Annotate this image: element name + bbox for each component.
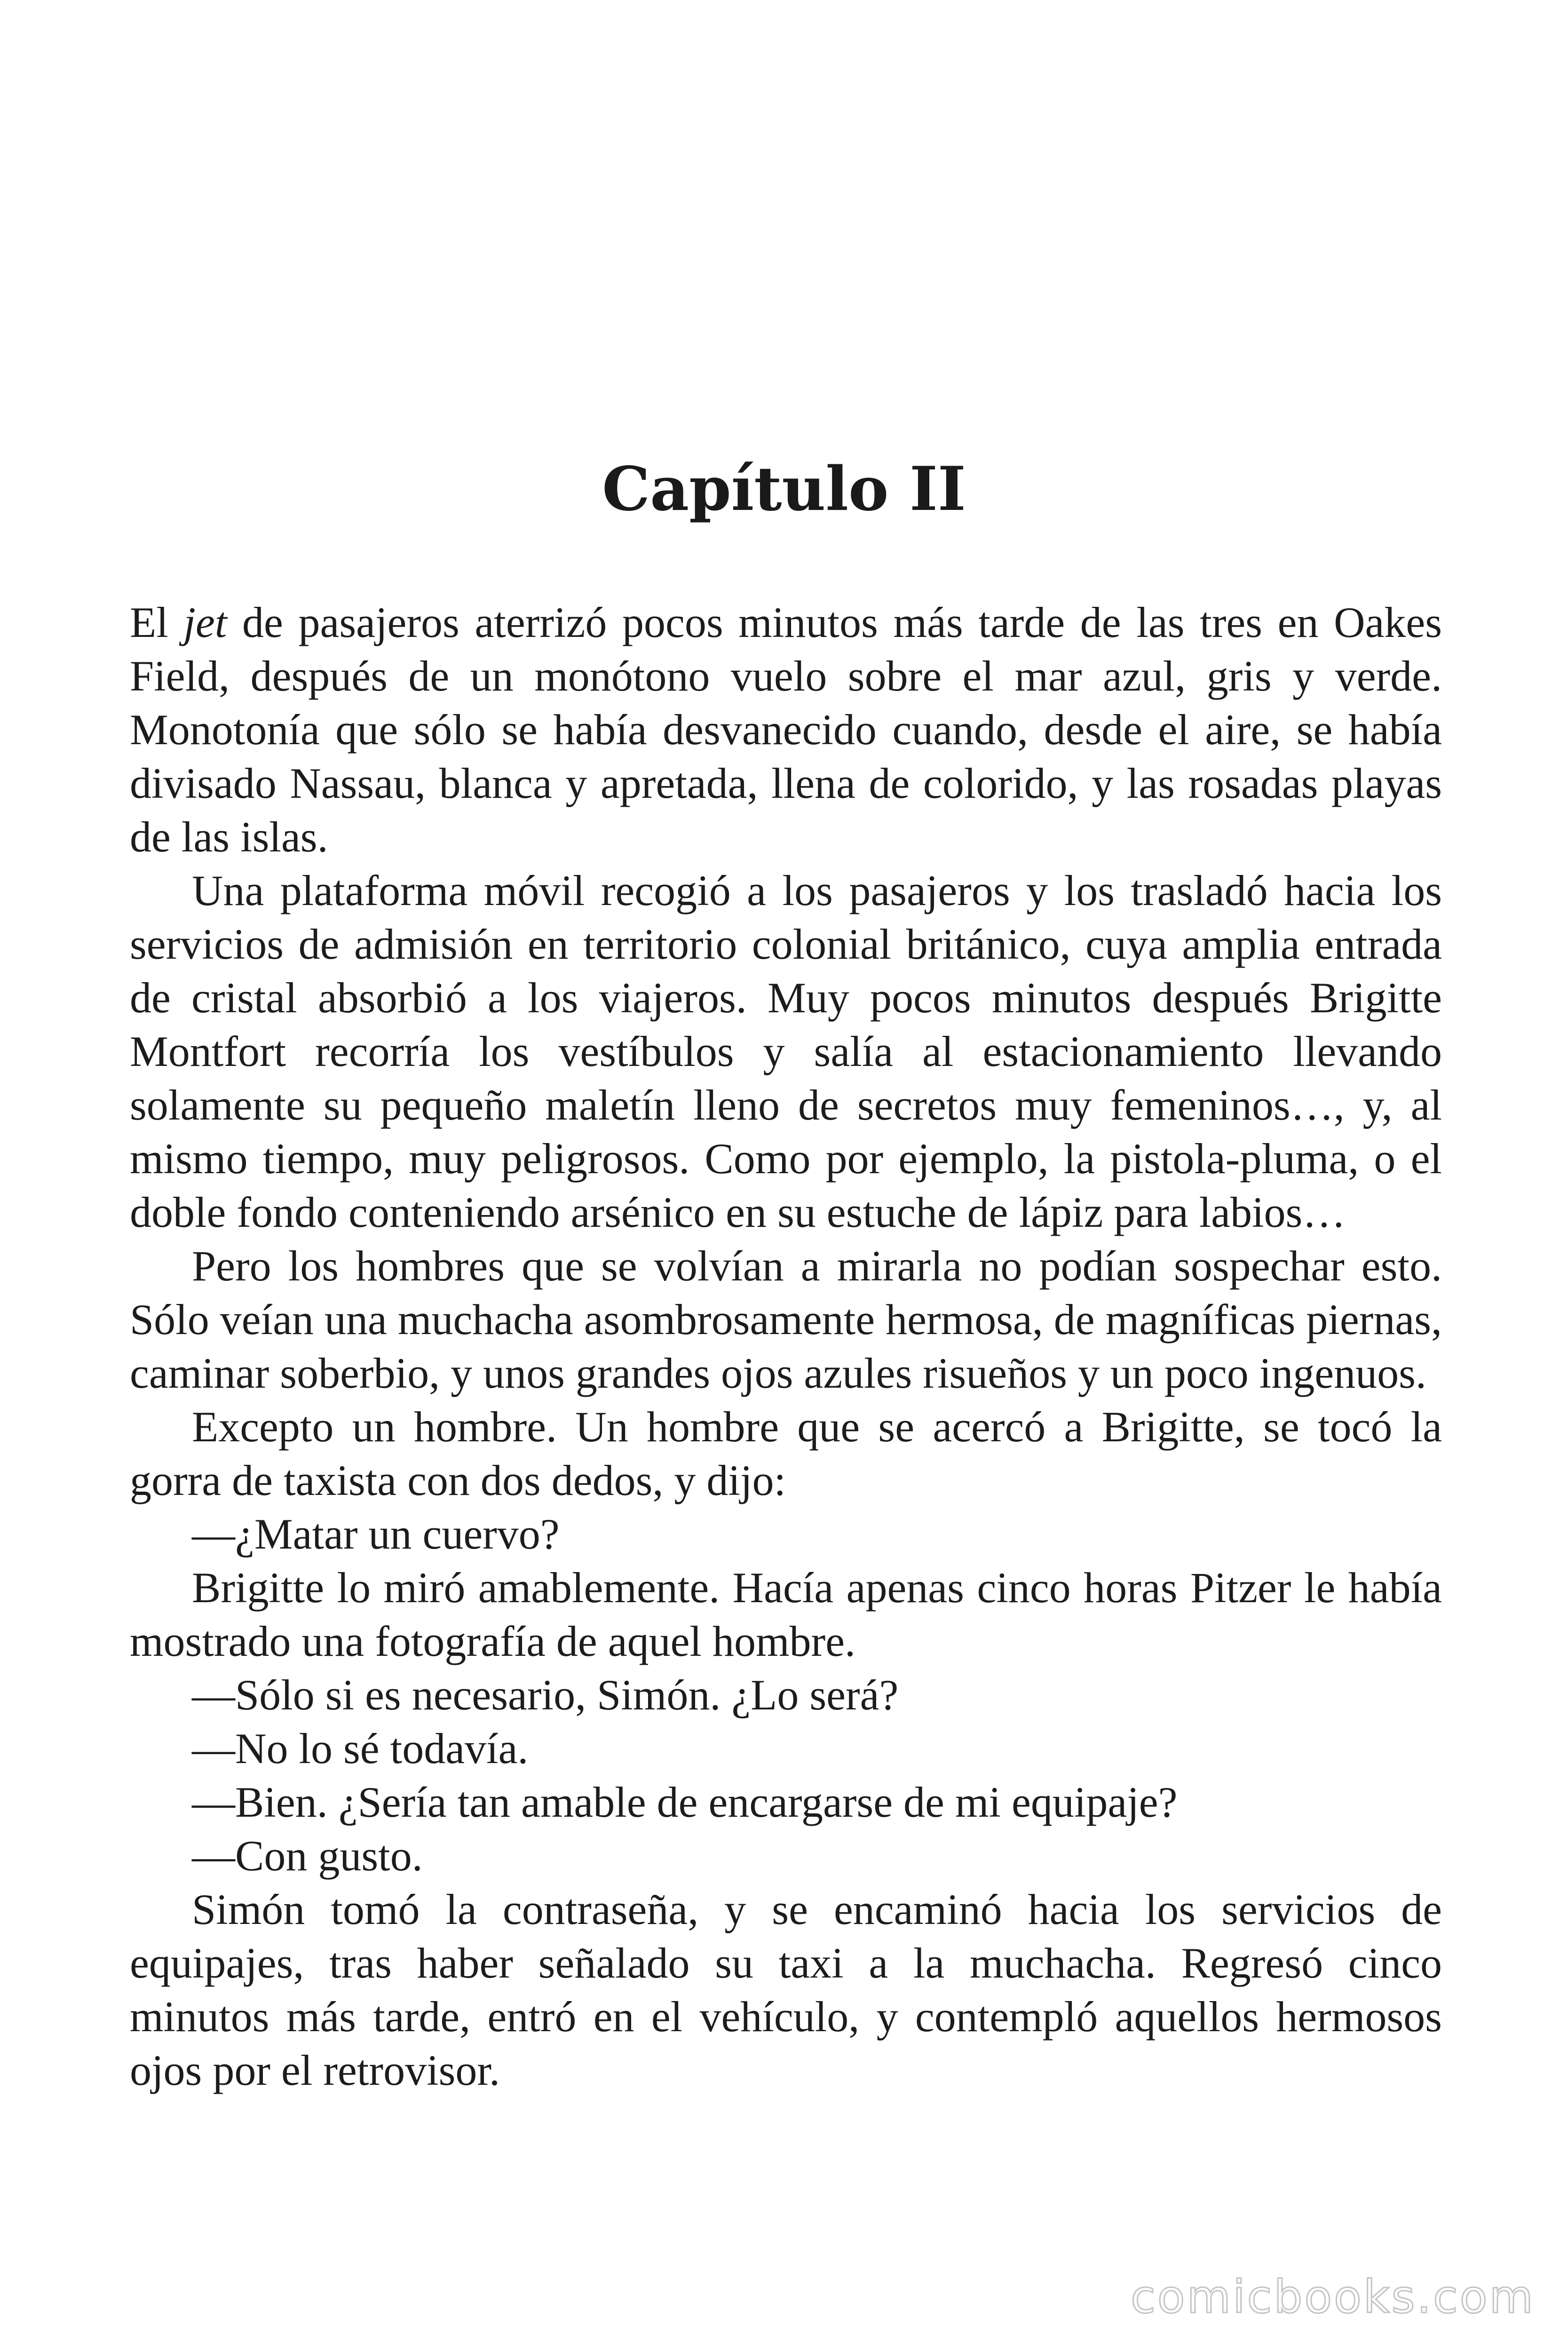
watermark-logo: comicbooks.com [1130, 2271, 1535, 2323]
paragraph-5: Brigitte lo miró amablemente. Hacía apenas cinco horas Pitzer le había mostrado una fotografía de aquel hombre. [130, 1564, 1442, 1665]
dialogue-line-3: —No lo sé todavía. [192, 1724, 529, 1772]
paragraph-6: Simón tomó la contraseña, y se encaminó hacia los servicios de equipajes, tras haber señalado su taxi a la muchacha. Regresó cinco minutos más tarde, entró en el vehículo, y contempló aquellos hermosos ojos por el retrovisor. [130, 1885, 1442, 2094]
paragraph-4: Excepto un hombre. Un hombre que se acercó a Brigitte, se tocó la gorra de taxista con dos dedos, y dijo: [130, 1403, 1442, 1504]
paragraph-1-emphasis: jet [183, 598, 227, 646]
paragraph-1-lead: El [130, 598, 184, 646]
chapter-body [130, 596, 1442, 2097]
paragraph-1-rest: de pasajeros aterrizó pocos minutos más tarde de las tres en Oakes Field, después de un monótono vuelo sobre el mar azul, gris y verde. Monotonía que sólo se había desvanecido cuando, desde el aire, se había divisado Nassau, blanca y apretada, llena de colorido, y las rosadas playas de las islas. [130, 598, 1442, 861]
dialogue-line-1: —¿Matar un cuervo? [192, 1510, 560, 1558]
paragraph-3: Pero los hombres que se volvían a mirarla no podían sospechar esto. Sólo veían una muchacha asombrosamente hermosa, de magníficas piernas, caminar soberbio, y unos grandes ojos azules risueños y un poco ingenuos. [130, 1242, 1442, 1397]
dialogue-line-5: —Con gusto. [192, 1832, 423, 1880]
chapter-title: Capítulo II [602, 454, 966, 524]
paragraph-2: Una plataforma móvil recogió a los pasajeros y los trasladó hacia los servicios de admisión en territorio colonial británico, cuya amplia entrada de cristal absorbió a los viajeros. Muy pocos minutos después Brigitte Montfort recorría los vestíbulos y salía al estacionamiento llevando solamente su pequeño maletín lleno de secretos muy femeninos…, y, al mismo tiempo, muy peligrosos. Como por ejemplo, la pistola-pluma, o el doble fondo conteniendo arsénico en su estuche de lápiz para labios… [130, 866, 1442, 1236]
dialogue-line-4: —Bien. ¿Sería tan amable de encargarse de mi equipaje? [192, 1778, 1178, 1826]
paragraph-1 [130, 596, 1442, 864]
dialogue-line-2: —Sólo si es necesario, Simón. ¿Lo será? [192, 1671, 899, 1719]
